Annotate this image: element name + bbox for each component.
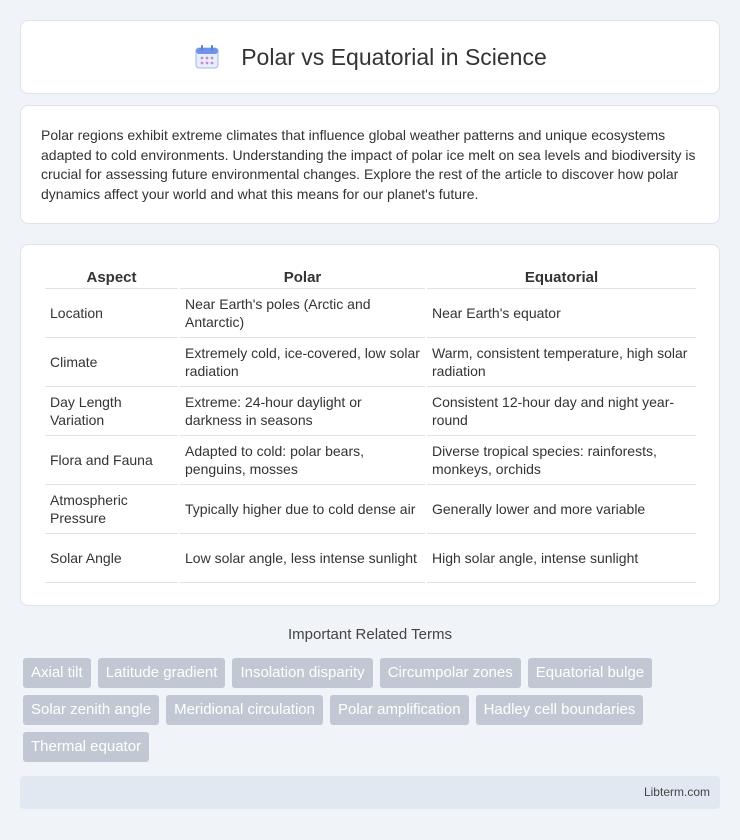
table-row [45,387,696,436]
cell-equatorial: Consistent 12-hour day and night year-round [427,387,696,436]
cell-polar: Extreme: 24-hour daylight or darkness in seasons [180,387,425,436]
tag-polar-amplification[interactable]: Polar amplification [330,695,469,725]
table-row [45,534,696,583]
tag-hadley-cell-boundaries[interactable]: Hadley cell boundaries [476,695,644,725]
tag-thermal-equator[interactable]: Thermal equator [23,732,149,762]
cell-aspect: Day Length Variation [45,387,178,436]
cell-equatorial: High solar angle, intense sunlight [427,534,696,583]
header-card [20,20,720,94]
cell-equatorial: Near Earth's equator [427,289,696,338]
cell-polar: Extremely cold, ice-covered, low solar radiation [180,338,425,387]
table-row [45,485,696,534]
cell-polar: Near Earth's poles (Arctic and Antarctic) [180,289,425,338]
table-row [45,289,696,338]
tag-equatorial-bulge[interactable]: Equatorial bulge [528,658,652,688]
tag-insolation-disparity[interactable]: Insolation disparity [232,658,372,688]
cell-aspect: Climate [45,338,178,387]
cell-aspect: Location [45,289,178,338]
cell-equatorial: Diverse tropical species: rainforests, monkeys, orchids [427,436,696,485]
cell-equatorial: Warm, consistent temperature, high solar radiation [427,338,696,387]
tag-latitude-gradient[interactable]: Latitude gradient [98,658,226,688]
cell-equatorial: Generally lower and more variable [427,485,696,534]
table-header-row [45,265,696,289]
cell-aspect: Solar Angle [45,534,178,583]
comparison-table-card [20,244,720,606]
intro-card [20,105,720,224]
tag-meridional-circulation[interactable]: Meridional circulation [166,695,323,725]
tag-circumpolar-zones[interactable]: Circumpolar zones [380,658,521,688]
intro-text: Polar regions exhibit extreme climates that influence global weather patterns and unique ecosystems adapted to cold environments. Understanding the impact of polar ice melt on sea levels and biodiversity is crucial for assessing future environmental changes. Explore the rest of the article to discover how polar dynamics affect your world and what this means for our planet's future. [41,127,696,202]
comparison-table [43,265,698,583]
table-row [45,436,696,485]
related-terms-title: Important Related Terms [288,626,452,643]
cell-polar: Typically higher due to cold dense air [180,485,425,534]
cell-polar: Low solar angle, less intense sunlight [180,534,425,583]
calendar-icon [193,43,221,71]
footer-site-link[interactable]: Libterm.com [643,785,710,799]
footer [20,776,720,809]
related-terms-tags [23,658,703,769]
cell-polar: Adapted to cold: polar bears, penguins, mosses [180,436,425,485]
tag-solar-zenith-angle[interactable]: Solar zenith angle [23,695,159,725]
page-title: Polar vs Equatorial in Science [241,43,547,70]
cell-aspect: Flora and Fauna [45,436,178,485]
header-aspect: Aspect [45,265,178,289]
table-row [45,338,696,387]
tag-axial-tilt[interactable]: Axial tilt [23,658,91,688]
header-equatorial: Equatorial [427,265,696,289]
header-polar: Polar [180,265,425,289]
cell-aspect: Atmospheric Pressure [45,485,178,534]
